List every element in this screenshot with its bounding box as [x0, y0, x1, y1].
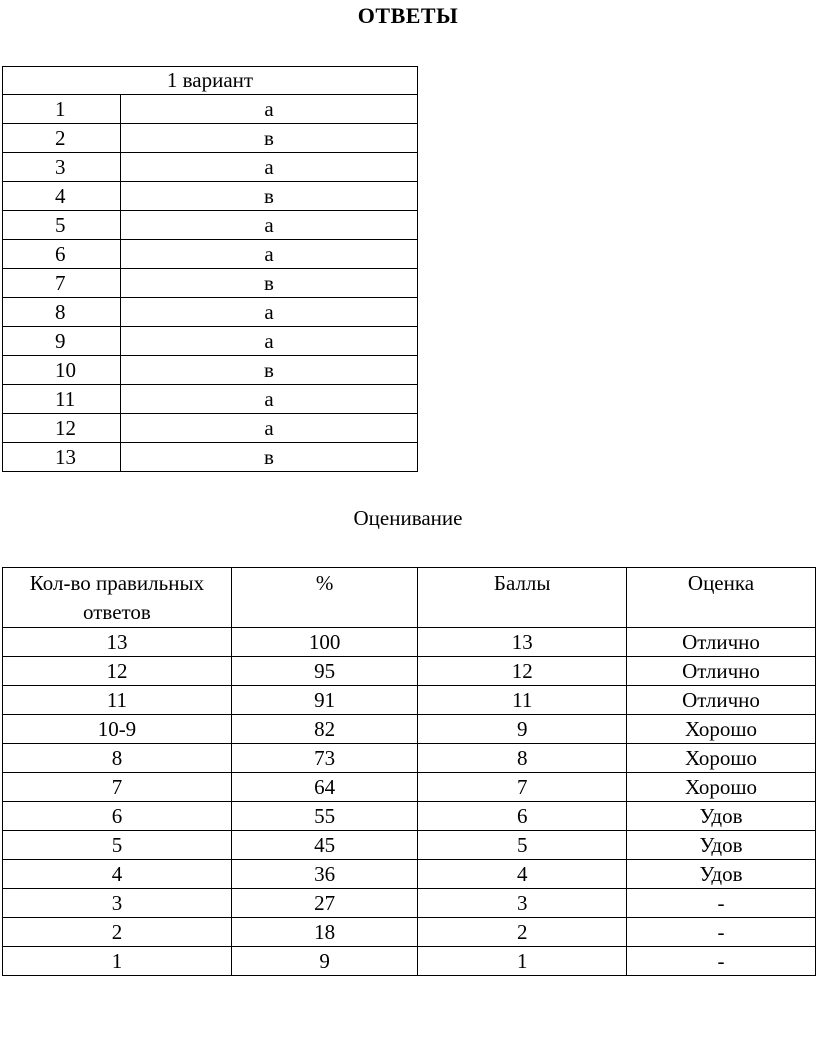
question-number: 12 [3, 414, 121, 443]
answer-letter: в [121, 356, 418, 385]
grade-cell: - [627, 918, 816, 947]
answer-row [3, 240, 418, 269]
answer-row [3, 95, 418, 124]
correct-count-cell: 6 [3, 802, 232, 831]
correct-count-cell: 10-9 [3, 715, 232, 744]
grading-row [3, 889, 816, 918]
correct-count-cell: 12 [3, 657, 232, 686]
answer-letter: в [121, 124, 418, 153]
points-cell: 6 [418, 802, 627, 831]
points-cell: 1 [418, 947, 627, 976]
correct-count-cell: 1 [3, 947, 232, 976]
grade-cell: Удов [627, 831, 816, 860]
percent-cell: 27 [231, 889, 418, 918]
percent-cell: 64 [231, 773, 418, 802]
grade-cell: - [627, 889, 816, 918]
header-correct-count: Кол-во правильных ответов [3, 568, 232, 628]
grade-cell: Отлично [627, 657, 816, 686]
question-number: 5 [3, 211, 121, 240]
grade-cell: - [627, 947, 816, 976]
answer-letter: а [121, 211, 418, 240]
answers-table [2, 66, 418, 472]
points-cell: 12 [418, 657, 627, 686]
answer-row [3, 211, 418, 240]
grading-row [3, 860, 816, 889]
percent-cell: 91 [231, 686, 418, 715]
grading-row [3, 715, 816, 744]
grading-row [3, 657, 816, 686]
question-number: 10 [3, 356, 121, 385]
grading-row [3, 831, 816, 860]
points-cell: 9 [418, 715, 627, 744]
grading-header-row [3, 568, 816, 628]
grade-cell: Отлично [627, 686, 816, 715]
percent-cell: 18 [231, 918, 418, 947]
answer-row [3, 385, 418, 414]
answer-letter: а [121, 153, 418, 182]
question-number: 11 [3, 385, 121, 414]
variant-header: 1 вариант [3, 67, 418, 95]
points-cell: 4 [418, 860, 627, 889]
grading-title: Оценивание [353, 506, 463, 530]
answer-letter: а [121, 95, 418, 124]
points-cell: 2 [418, 918, 627, 947]
answer-row [3, 356, 418, 385]
answer-row [3, 414, 418, 443]
grade-cell: Хорошо [627, 744, 816, 773]
grade-cell: Удов [627, 860, 816, 889]
grading-row [3, 744, 816, 773]
question-number: 2 [3, 124, 121, 153]
grade-cell: Отлично [627, 628, 816, 657]
answers-header-row [3, 67, 418, 95]
answer-letter: в [121, 182, 418, 211]
answer-row [3, 327, 418, 356]
grading-row [3, 773, 816, 802]
percent-cell: 55 [231, 802, 418, 831]
grading-row [3, 802, 816, 831]
grade-cell: Хорошо [627, 715, 816, 744]
question-number: 3 [3, 153, 121, 182]
grade-cell: Удов [627, 802, 816, 831]
percent-cell: 82 [231, 715, 418, 744]
points-cell: 5 [418, 831, 627, 860]
correct-count-cell: 3 [3, 889, 232, 918]
question-number: 8 [3, 298, 121, 327]
percent-cell: 95 [231, 657, 418, 686]
question-number: 1 [3, 95, 121, 124]
answer-letter: а [121, 414, 418, 443]
answer-letter: а [121, 327, 418, 356]
question-number: 4 [3, 182, 121, 211]
header-points: Баллы [418, 568, 627, 628]
header-grade: Оценка [627, 568, 816, 628]
answer-letter: в [121, 443, 418, 472]
grading-row [3, 686, 816, 715]
points-cell: 7 [418, 773, 627, 802]
question-number: 6 [3, 240, 121, 269]
percent-cell: 9 [231, 947, 418, 976]
answer-row [3, 153, 418, 182]
answer-row [3, 182, 418, 211]
answer-row [3, 298, 418, 327]
answer-letter: в [121, 269, 418, 298]
answer-letter: а [121, 298, 418, 327]
grade-cell: Хорошо [627, 773, 816, 802]
answer-row [3, 269, 418, 298]
correct-count-cell: 11 [3, 686, 232, 715]
points-cell: 8 [418, 744, 627, 773]
correct-count-cell: 7 [3, 773, 232, 802]
answer-row [3, 124, 418, 153]
correct-count-cell: 4 [3, 860, 232, 889]
points-cell: 13 [418, 628, 627, 657]
points-cell: 11 [418, 686, 627, 715]
correct-count-cell: 13 [3, 628, 232, 657]
percent-cell: 73 [231, 744, 418, 773]
percent-cell: 100 [231, 628, 418, 657]
answer-letter: а [121, 385, 418, 414]
question-number: 13 [3, 443, 121, 472]
points-cell: 3 [418, 889, 627, 918]
question-number: 9 [3, 327, 121, 356]
question-number: 7 [3, 269, 121, 298]
grading-table [2, 567, 816, 976]
page-title: ОТВЕТЫ [357, 3, 459, 28]
percent-cell: 36 [231, 860, 418, 889]
answer-row [3, 443, 418, 472]
percent-cell: 45 [231, 831, 418, 860]
header-percent: % [231, 568, 418, 628]
grading-row [3, 947, 816, 976]
correct-count-cell: 8 [3, 744, 232, 773]
answer-letter: а [121, 240, 418, 269]
correct-count-cell: 2 [3, 918, 232, 947]
correct-count-cell: 5 [3, 831, 232, 860]
grading-row [3, 918, 816, 947]
grading-row [3, 628, 816, 657]
